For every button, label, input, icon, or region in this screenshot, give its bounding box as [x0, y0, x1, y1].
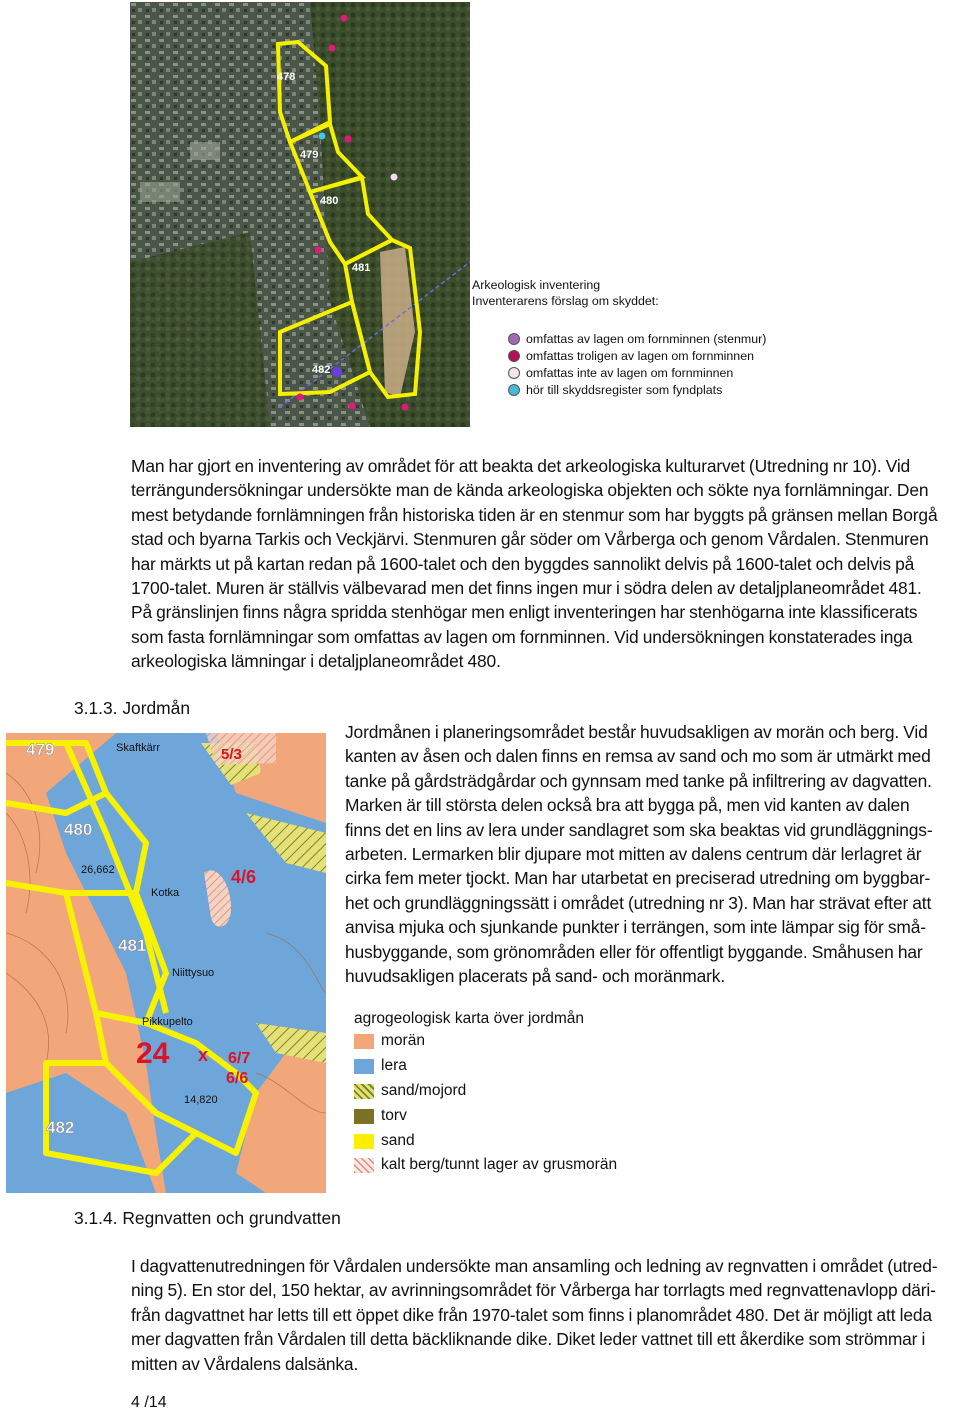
archaeology-legend — [470, 276, 790, 404]
text-line: mer dagvatten från Vårdalen till detta bäckliknande dike. Diket leder vattnet till ett åkerdike som strömmar i — [131, 1329, 926, 1350]
legend-item-label: sand/mojord — [381, 1082, 467, 1099]
legend-title-1: Arkeologisk inventering — [472, 278, 601, 292]
place-name: Pikkupelto — [142, 1016, 193, 1028]
sand-silt-swatch-icon — [354, 1084, 374, 1099]
magenta-dot-icon — [508, 350, 520, 362]
area-label-482: 482 — [312, 364, 331, 376]
area-label-481: 481 — [352, 262, 371, 274]
legend-item-label: hör till skyddsregister som fyndplats — [526, 383, 723, 397]
area-label-479: 479 — [300, 149, 319, 161]
soil-code: 24 — [136, 1037, 170, 1070]
text-line: kanten av åsen och dalen finns en remsa av sand och mo som är utmärkt med — [345, 746, 931, 767]
soil-legend-title: agrogeologisk karta över jordmån — [354, 1010, 585, 1027]
section-heading-jordman: 3.1.3. Jordmån — [74, 698, 191, 718]
archaeology-map — [130, 2, 470, 427]
text-line: arbeten. Lermarken blir djupare mot mitten av dalens centrum där lerlagret är — [345, 844, 922, 865]
place-name: Kotka — [151, 887, 180, 899]
soil-map — [6, 733, 326, 1193]
legend-item-label: sand — [381, 1132, 415, 1149]
soil-legend — [352, 1008, 642, 1178]
legend-item-label: omfattas troligen av lagen om fornminnen — [526, 349, 754, 363]
purple-dot-icon — [508, 333, 520, 345]
text-line: ning 5). En stor del, 150 hektar, av avrinningsområdet för Vårberga har torrlagts med regnvattenavlopp däri- — [131, 1280, 936, 1301]
legend-title-2: Inventerarens förslag om skyddet: — [472, 294, 659, 308]
text-line: Man har gjort en inventering av området för att beakta det arkeologiska kulturarvet (Utredning nr 10). Vid — [131, 456, 911, 476]
place-name: Niittysuo — [172, 967, 215, 979]
clay-swatch-icon — [354, 1059, 374, 1074]
legend-item-label: torv — [381, 1107, 407, 1124]
legend-item-label: morän — [381, 1032, 425, 1049]
text-line: mest betydande fornlämningen från historiska tiden är en stenmur som har byggts på gränsen mellan Borgå — [131, 504, 938, 525]
soil-area-480: 480 — [64, 820, 93, 839]
soil-code: 4/6 — [231, 867, 257, 887]
text-line: mitten av Vårdalens dalsänka. — [131, 1353, 359, 1374]
area-label-480: 480 — [320, 195, 339, 207]
soil-area-479: 479 — [26, 740, 55, 759]
soil-map-image — [6, 733, 326, 1193]
legend-item-label: omfattas inte av lagen om fornminnen — [526, 366, 734, 380]
text-line: tanke på gårdsträdgårdar och gynnsam med tanke på infiltrering av dagvatten. — [345, 770, 932, 791]
soil-paragraph — [345, 720, 955, 988]
elevation-label: 14,820 — [184, 1094, 218, 1106]
cyan-dot-icon — [508, 384, 520, 396]
elevation-label: 26,662 — [81, 864, 115, 876]
soil-code: 5/3 — [221, 746, 242, 763]
area-label-478: 478 — [277, 71, 296, 83]
text-line: På gränslinjen finns några spridda stenhögar men enligt inventeringen har stenhögarna inte klassificerats — [131, 602, 918, 623]
aerial-photo — [130, 2, 470, 427]
soil-code: 6/6 — [226, 1070, 249, 1087]
text-line: Marken är till största delen också bra att bygga på, men vid kanten av dalen — [345, 795, 910, 816]
text-line: arkeologiska lämningar i detaljplaneområdet 480. — [131, 651, 501, 672]
text-line: terrängundersökningar undersökte man de kända arkeologiska objekten och sökte nya fornlämningar. Den — [131, 480, 929, 501]
text-line: huvudsakligen placerats på sand- och moränmark. — [345, 966, 726, 987]
text-line: 1700-talet. Muren är ställvis välbevarad men det finns ingen mur i södra delen av detaljplaneområdet 481. — [131, 578, 922, 599]
sand-swatch-icon — [354, 1134, 374, 1149]
text-line: het och grundläggningssätt i området (utredning nr 3). Man har strävat efter att — [345, 892, 932, 913]
text-line: som fasta fornlämningar som omfattas av lagen om fornminnen. Vid undersökningen konstaterades inga — [131, 626, 913, 647]
soil-code: x — [198, 1045, 209, 1065]
text-line: husbyggande, som grönområden eller för offentligt byggande. Småhusen har — [345, 941, 923, 962]
text-line: I dagvattenutredningen för Vårdalen undersökte man ansamling och ledning av regnvatten i området (utred- — [131, 1256, 938, 1276]
archaeology-paragraph — [131, 454, 960, 674]
text-line: har märkts ut på kartan redan på 1600-talet och den byggdes sannolikt delvis på 1600-talet och delvis på — [131, 553, 915, 574]
text-line: cirka fem meter tjockt. Man har utarbetat en preciserad utredning om byggbar- — [345, 868, 931, 889]
legend-item-label: omfattas av lagen om fornminnen (stenmur) — [526, 332, 767, 346]
page-number: 4 /14 — [131, 1394, 167, 1411]
stormwater-paragraph — [131, 1254, 960, 1376]
light-dot-icon — [508, 367, 520, 379]
soil-area-481: 481 — [118, 936, 147, 955]
peat-swatch-icon — [354, 1109, 374, 1124]
soil-code: 6/7 — [228, 1050, 251, 1067]
text-line: stad och byarna Tarkis och Veckjärvi. Stenmuren går söder om Vårberga och genom Vårdalen. Stenmuren — [131, 529, 929, 550]
text-line: från dagvattnet har letts till ett öppet dike från 1970-talet som finns i planområdet 480. Det är möjligt att leda — [131, 1304, 932, 1325]
section-heading-regnvatten: 3.1.4. Regnvatten och grundvatten — [74, 1208, 341, 1228]
text-line: anvisa mjuka och sjunkande punkter i terrängen, som inte lämpar sig för små- — [345, 917, 926, 938]
place-name: Skaftkärr — [116, 742, 161, 754]
bedrock-swatch-icon — [354, 1158, 374, 1173]
moraine-swatch-icon — [354, 1034, 374, 1049]
text-line: Jordmånen i planeringsområdet består huvudsakligen av morän och berg. Vid — [345, 722, 928, 742]
legend-item-label: kalt berg/tunnt lager av grusmorän — [381, 1156, 618, 1173]
soil-area-482: 482 — [46, 1118, 75, 1137]
legend-item-label: lera — [381, 1057, 407, 1074]
text-line: finns det en lins av lera under sandlagret som ska beaktas vid grundläggnings- — [345, 819, 933, 840]
